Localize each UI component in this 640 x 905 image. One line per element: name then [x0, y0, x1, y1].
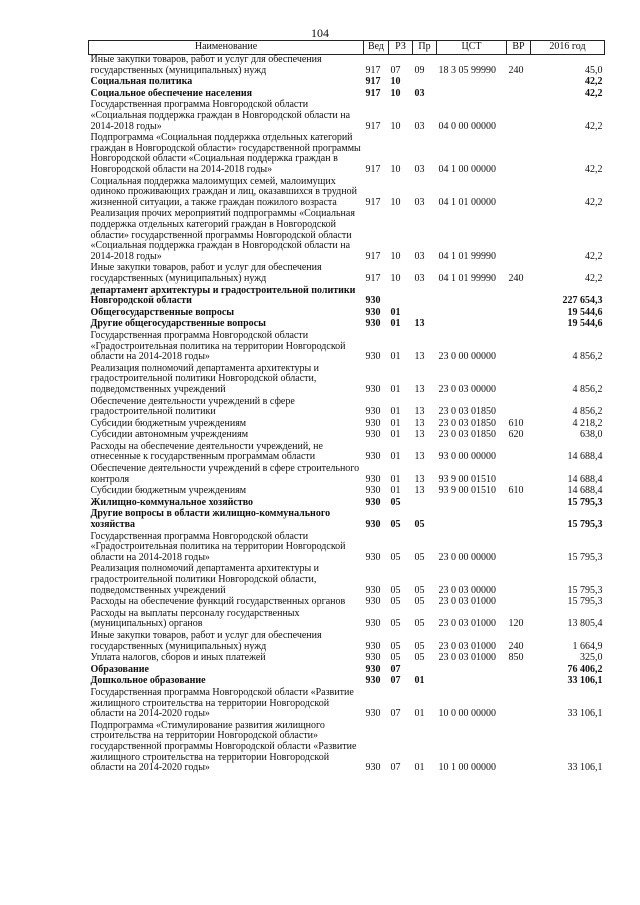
cell-rz: 05	[390, 652, 401, 664]
cell-pr: 05	[414, 519, 425, 531]
cell-sum: 15 795,3	[567, 519, 603, 531]
cell-cst	[437, 77, 507, 89]
cell-pr: 03	[414, 164, 425, 176]
table-row	[89, 597, 605, 609]
cell-vr	[507, 687, 531, 720]
cell-rz	[389, 285, 413, 307]
cell-pr: 05	[414, 596, 425, 608]
cell-sum: 4 856,2	[572, 383, 603, 395]
cell-vr	[507, 330, 531, 363]
cell-ved: 930	[365, 318, 381, 330]
cell-rz: 07	[390, 708, 401, 720]
cell-name: Другие вопросы в области жилищно-коммунального хозяйства	[90, 508, 331, 531]
cell-cst	[437, 285, 507, 307]
cell-name: Иные закупки товаров, работ и услуг для обеспечения государственных (муниципальных) нужд	[90, 262, 322, 284]
cell-vr: 120	[508, 618, 524, 630]
cell-ved: 930	[365, 429, 381, 441]
cell-ved: 917	[365, 196, 381, 208]
table-row	[89, 88, 605, 100]
table-row	[89, 430, 605, 442]
cell-pr: 13	[414, 451, 425, 463]
cell-sum: 19 544,6	[567, 318, 603, 330]
cell-ved: 930	[365, 417, 381, 429]
cell-ved: 930	[365, 618, 381, 630]
cell-sum: 42,2	[585, 120, 603, 132]
cell-rz: 07	[390, 675, 401, 687]
cell-vr	[507, 464, 531, 486]
table-body	[89, 54, 605, 774]
cell-cst: 04 1 01 00000	[438, 196, 496, 208]
cell-sum: 4 218,2	[572, 417, 603, 429]
cell-cst: 93 9 00 01510	[438, 473, 496, 485]
cell-pr: 05	[414, 640, 425, 652]
table-row	[89, 330, 605, 363]
table-row	[89, 54, 605, 77]
cell-name: Образование	[90, 663, 149, 675]
cell-sum: 638,0	[580, 429, 603, 441]
cell-rz: 10	[390, 120, 401, 132]
cell-name: Субсидии бюджетным учреждениям	[90, 417, 247, 429]
cell-rz: 01	[390, 417, 401, 429]
table-row	[89, 441, 605, 463]
cell-name: Государственная программа Новгородской области «Социальная поддержка граждан в Новгородской области на 2014-2018 годы»	[90, 99, 351, 132]
cell-ved: 930	[365, 306, 381, 318]
table-row	[89, 285, 605, 307]
cell-ved: 917	[365, 164, 381, 176]
cell-rz: 05	[390, 596, 401, 608]
cell-vr: 610	[508, 417, 524, 429]
cell-pr: 09	[414, 64, 425, 76]
cell-cst	[437, 319, 507, 331]
cell-pr: 13	[414, 485, 425, 497]
cell-name: Обеспечение деятельности учреждений в сфере градостроительной политики	[90, 395, 295, 418]
cell-rz: 07	[390, 663, 401, 675]
cell-cst: 23 0 03 01000	[438, 618, 496, 630]
cell-ved: 930	[365, 584, 381, 596]
cell-sum: 1 664,9	[572, 640, 603, 652]
cell-name: Дошкольное образование	[90, 675, 206, 687]
cell-rz: 01	[390, 306, 401, 318]
cell-rz: 10	[390, 272, 401, 284]
cell-ved: 930	[365, 708, 381, 720]
cell-ved: 930	[365, 473, 381, 485]
cell-pr: 03	[414, 87, 425, 99]
cell-name: Жилищно-коммунальное хозяйство	[90, 496, 254, 508]
cell-pr: 05	[414, 652, 425, 664]
cell-name: Реализация полномочий департамента архитектуры и градостроительной политики Новгородской области, подведомственных учреждений	[90, 563, 320, 596]
cell-ved: 930	[365, 485, 381, 497]
cell-ved: 917	[365, 76, 381, 88]
cell-rz: 01	[390, 383, 401, 395]
cell-pr: 01	[414, 708, 425, 720]
cell-rz: 10	[390, 196, 401, 208]
cell-rz: 01	[390, 473, 401, 485]
cell-cst	[437, 509, 507, 531]
cell-cst: 23 0 03 01000	[438, 652, 496, 664]
cell-name: Социальная политика	[90, 76, 193, 88]
header-vr: ВР	[507, 41, 531, 55]
cell-name: Социальная поддержка малоимущих семей, малоимущих одиноко проживающих граждан и лиц, оказавшихся в трудной жизненной ситуации, а также граждан пожилого возраста	[90, 175, 357, 208]
cell-ved: 930	[365, 596, 381, 608]
cell-name: Иные закупки товаров, работ и услуг для обеспечения государственных (муниципальных) нужд	[90, 629, 322, 652]
table-row	[89, 676, 605, 688]
table-row	[89, 531, 605, 564]
cell-name: Социальное обеспечение населения	[90, 87, 253, 99]
cell-vr	[507, 176, 531, 209]
cell-sum: 15 795,3	[567, 496, 603, 508]
cell-rz: 05	[390, 584, 401, 596]
cell-cst: 04 1 00 00000	[438, 164, 496, 176]
table-row	[89, 133, 605, 176]
cell-rz: 10	[390, 250, 401, 262]
header-ved: Вед	[364, 41, 389, 55]
cell-pr	[413, 285, 437, 307]
cell-vr	[507, 88, 531, 100]
cell-vr	[507, 307, 531, 319]
cell-sum: 13 805,4	[567, 618, 603, 630]
table-row	[89, 209, 605, 263]
table-row	[89, 319, 605, 331]
cell-vr	[507, 564, 531, 597]
cell-rz: 01	[390, 451, 401, 463]
cell-cst: 04 1 01 99990	[438, 272, 496, 284]
cell-pr: 03	[414, 120, 425, 132]
cell-pr: 01	[414, 762, 425, 774]
cell-sum: 33 106,1	[567, 708, 603, 720]
cell-rz: 01	[390, 485, 401, 497]
cell-ved: 930	[365, 652, 381, 664]
cell-cst: 18 3 05 99990	[438, 64, 496, 76]
header-year: 2016 год	[531, 41, 605, 55]
cell-sum: 325,0	[580, 652, 603, 664]
cell-name: Государственная программа Новгородской области «Градостроительная политика на территории Новгородской области на 2014-2018 годы»	[90, 329, 346, 363]
cell-pr: 01	[414, 675, 425, 687]
cell-rz: 10	[390, 164, 401, 176]
table-row	[89, 486, 605, 498]
cell-name: Реализация полномочий департамента архитектуры и градостроительной политики Новгородской области, подведомственных учреждений	[90, 362, 320, 395]
table-row	[89, 564, 605, 597]
cell-cst	[437, 307, 507, 319]
cell-cst	[437, 676, 507, 688]
cell-vr	[507, 597, 531, 609]
cell-ved: 930	[365, 383, 381, 395]
cell-pr: 13	[414, 351, 425, 363]
table-row	[89, 418, 605, 430]
cell-name: Расходы на обеспечение функций государственных органов	[90, 596, 346, 608]
cell-ved: 917	[365, 272, 381, 284]
cell-ved: 930	[365, 496, 381, 508]
cell-name: Подпрограмма «Стимулирование развития жилищного строительства на территории Новгородской области» государственной программы Новгородской области «Развитие жилищного строительства на территории Новгородской области на 2014-2020 годы»	[90, 719, 357, 774]
cell-cst: 04 0 00 00000	[438, 120, 496, 132]
cell-vr	[507, 664, 531, 676]
table-row	[89, 176, 605, 209]
table-row	[89, 396, 605, 418]
table-row	[89, 664, 605, 676]
cell-sum: 42,2	[585, 250, 603, 262]
table-row	[89, 77, 605, 89]
cell-ved: 930	[365, 406, 381, 418]
cell-name: департамент архитектуры и градостроительной политики Новгородской области	[90, 284, 356, 307]
cell-rz: 01	[390, 429, 401, 441]
cell-vr	[507, 77, 531, 89]
cell-vr: 240	[508, 64, 524, 76]
cell-vr	[507, 209, 531, 263]
cell-sum: 4 856,2	[572, 406, 603, 418]
cell-vr	[507, 133, 531, 176]
cell-sum: 14 688,4	[567, 451, 603, 463]
cell-cst	[437, 497, 507, 509]
cell-pr: 05	[414, 551, 425, 563]
cell-cst: 23 0 03 01000	[438, 596, 496, 608]
cell-ved: 917	[365, 87, 381, 99]
cell-sum: 14 688,4	[567, 473, 603, 485]
cell-sum: 15 795,3	[567, 584, 603, 596]
cell-sum: 42,2	[585, 272, 603, 284]
cell-vr: 620	[508, 429, 524, 441]
cell-vr	[507, 319, 531, 331]
cell-name: Расходы на обеспечение деятельности учреждений, не отнесенные к государственным программам области	[90, 440, 323, 463]
cell-sum: 15 795,3	[567, 551, 603, 563]
cell-vr	[507, 285, 531, 307]
cell-cst: 23 0 03 01850	[438, 417, 496, 429]
header-name: Наименование	[89, 41, 364, 55]
table-row	[89, 608, 605, 630]
cell-ved: 930	[365, 351, 381, 363]
cell-sum: 33 106,1	[567, 762, 603, 774]
table-row	[89, 497, 605, 509]
cell-ved: 930	[365, 295, 381, 307]
cell-cst: 23 0 03 00000	[438, 383, 496, 395]
table-row	[89, 100, 605, 133]
budget-table	[88, 40, 605, 774]
cell-name: Подпрограмма «Социальная поддержка отдельных категорий граждан в Новгородской области» государственной программы Новгородской области «Социальная поддержка граждан в Новгородской области на 2014-2018 годы»	[90, 132, 361, 176]
cell-pr: 13	[414, 406, 425, 418]
cell-pr	[413, 497, 437, 509]
cell-name: Уплата налогов, сборов и иных платежей	[90, 652, 266, 664]
cell-rz: 05	[390, 551, 401, 563]
cell-sum: 45,0	[585, 64, 603, 76]
cell-vr	[507, 720, 531, 774]
cell-sum: 42,2	[585, 164, 603, 176]
cell-rz: 05	[390, 618, 401, 630]
cell-cst: 10 1 00 00000	[438, 762, 496, 774]
cell-vr	[507, 497, 531, 509]
cell-ved: 930	[365, 451, 381, 463]
table-row	[89, 464, 605, 486]
cell-cst: 23 0 03 01000	[438, 640, 496, 652]
cell-cst: 23 0 03 01850	[438, 429, 496, 441]
cell-sum: 15 795,3	[567, 596, 603, 608]
cell-cst	[437, 88, 507, 100]
table-row	[89, 630, 605, 652]
cell-vr	[507, 531, 531, 564]
cell-sum: 19 544,6	[567, 306, 603, 318]
cell-vr: 850	[508, 652, 524, 664]
cell-rz: 10	[390, 87, 401, 99]
cell-ved: 930	[365, 551, 381, 563]
cell-cst: 04 1 01 99990	[438, 250, 496, 262]
cell-vr	[507, 509, 531, 531]
cell-ved: 930	[365, 675, 381, 687]
cell-pr: 13	[414, 429, 425, 441]
cell-cst: 23 0 00 00000	[438, 551, 496, 563]
cell-rz: 07	[390, 762, 401, 774]
cell-cst: 10 0 00 00000	[438, 708, 496, 720]
cell-pr: 13	[414, 473, 425, 485]
cell-pr: 03	[414, 196, 425, 208]
header-pr: Пр	[413, 41, 437, 55]
cell-pr: 05	[414, 618, 425, 630]
cell-vr	[507, 100, 531, 133]
table-row	[89, 687, 605, 720]
cell-rz: 01	[390, 351, 401, 363]
cell-sum: 4 856,2	[572, 351, 603, 363]
cell-sum: 42,2	[585, 87, 603, 99]
cell-pr	[413, 77, 437, 89]
cell-cst: 93 9 00 01510	[438, 485, 496, 497]
table-row	[89, 653, 605, 665]
table-row	[89, 263, 605, 285]
cell-sum: 227 654,3	[562, 295, 603, 307]
cell-name: Обеспечение деятельности учреждений в сфере строительного контроля	[90, 463, 360, 485]
cell-vr	[507, 396, 531, 418]
cell-pr: 03	[414, 250, 425, 262]
cell-rz: 01	[390, 318, 401, 330]
cell-pr: 05	[414, 584, 425, 596]
cell-rz: 05	[390, 519, 401, 531]
cell-vr: 610	[508, 485, 524, 497]
cell-cst	[437, 664, 507, 676]
table-row	[89, 363, 605, 396]
cell-sum: 42,2	[585, 76, 603, 88]
cell-ved: 930	[365, 640, 381, 652]
cell-ved: 917	[365, 250, 381, 262]
cell-pr	[413, 664, 437, 676]
cell-rz: 05	[390, 640, 401, 652]
cell-sum: 14 688,4	[567, 485, 603, 497]
cell-name: Общегосударственные вопросы	[90, 306, 235, 318]
cell-name: Субсидии автономным учреждениям	[90, 429, 249, 441]
cell-cst: 23 0 03 01850	[438, 406, 496, 418]
cell-ved: 917	[365, 64, 381, 76]
cell-pr: 03	[414, 272, 425, 284]
cell-vr: 240	[508, 272, 524, 284]
cell-name: Субсидии бюджетным учреждениям	[90, 485, 247, 497]
cell-name: Государственная программа Новгородской области «Градостроительная политика на территории Новгородской области на 2014-2018 годы»	[90, 530, 346, 563]
cell-pr: 13	[414, 383, 425, 395]
cell-rz: 07	[390, 64, 401, 76]
cell-vr: 240	[508, 640, 524, 652]
cell-name: Реализация прочих мероприятий подпрограммы «Социальная поддержка отдельных категорий граждан в Новгородской области» государственной программы Новгородской области «Социальная поддержка граждан в Новгородской области на 2014-2018 годы»	[90, 208, 355, 262]
cell-cst: 23 0 03 00000	[438, 584, 496, 596]
table-row	[89, 509, 605, 531]
cell-name: Государственная программа Новгородской области «Развитие жилищного строительства на территории Новгородской области на 2014-2020 годы»	[90, 686, 354, 720]
cell-ved: 917	[365, 120, 381, 132]
cell-vr	[507, 441, 531, 463]
cell-pr: 13	[414, 318, 425, 330]
cell-sum: 33 106,1	[567, 675, 603, 687]
table-row	[89, 307, 605, 319]
cell-cst: 23 0 00 00000	[438, 351, 496, 363]
cell-rz: 01	[390, 406, 401, 418]
page-number: 104	[311, 26, 329, 40]
cell-rz: 10	[390, 76, 401, 88]
cell-sum: 42,2	[585, 196, 603, 208]
cell-name: Иные закупки товаров, работ и услуг для обеспечения государственных (муниципальных) нужд	[90, 54, 322, 76]
header-rz: РЗ	[389, 41, 413, 55]
cell-vr	[507, 676, 531, 688]
cell-sum: 76 406,2	[567, 663, 603, 675]
cell-ved: 930	[365, 762, 381, 774]
header-row	[89, 41, 605, 55]
cell-rz: 05	[390, 496, 401, 508]
cell-name: Расходы на выплаты персоналу государственных (муниципальных) органов	[90, 607, 300, 630]
header-cst: ЦСТ	[437, 41, 507, 55]
cell-ved: 930	[365, 663, 381, 675]
cell-vr	[507, 363, 531, 396]
table-row	[89, 720, 605, 774]
cell-cst: 93 0 00 00000	[438, 451, 496, 463]
cell-pr: 13	[414, 417, 425, 429]
cell-name: Другие общегосударственные вопросы	[90, 318, 266, 330]
cell-pr	[413, 307, 437, 319]
cell-ved: 930	[365, 519, 381, 531]
